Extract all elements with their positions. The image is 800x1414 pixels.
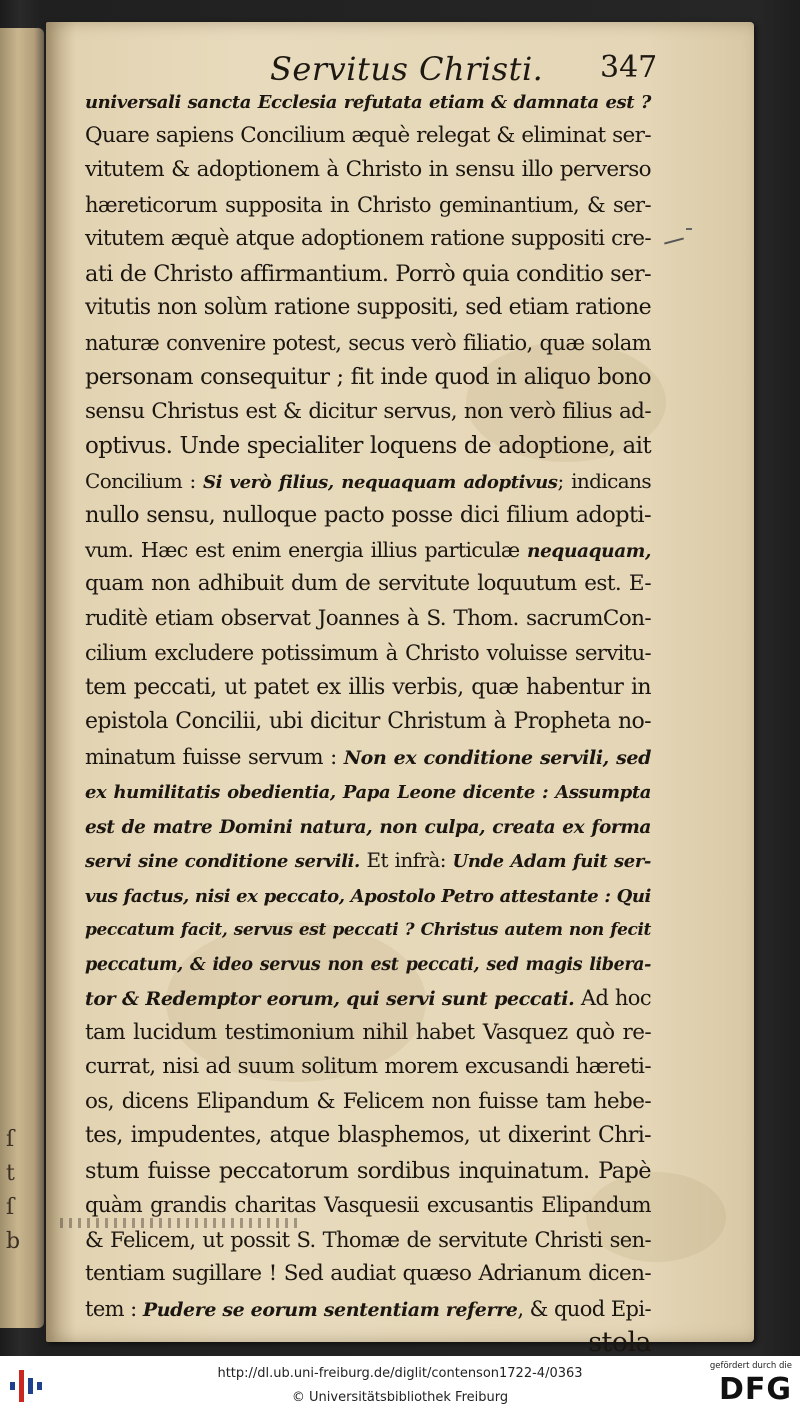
- text-line: [85, 429, 651, 464]
- text-line: [85, 1292, 651, 1327]
- roman-run: optivus. Unde specialiter loquens de adoptione, ait: [85, 433, 651, 459]
- text-line: [85, 1050, 651, 1085]
- text-line: [85, 498, 651, 533]
- margin-mark: [686, 228, 692, 230]
- italic-run: tor & Redemptor eorum, qui servi sunt peccati.: [85, 988, 575, 1010]
- roman-run: vitutem æquè atque adoptionem ratione suppositi cre-: [85, 226, 651, 251]
- roman-run: quam non adhibuit dum de servitute loquutum est. E-: [85, 571, 651, 596]
- roman-run: epistola Concilii, ubi dicitur Christum à Propheta no-: [85, 709, 651, 734]
- roman-run: Et infrà:: [359, 848, 453, 872]
- text-line: [85, 464, 651, 499]
- roman-run: personam consequitur ; fit inde quod in aliquo bono: [85, 364, 651, 390]
- text-line: [85, 119, 651, 154]
- text-line: [85, 740, 651, 775]
- text-line: [85, 981, 651, 1016]
- text-line: [85, 774, 651, 809]
- text-line: [85, 326, 651, 361]
- roman-run: stola: [588, 1327, 651, 1356]
- text-line: [85, 84, 651, 119]
- roman-run: ruditè etiam observat Joannes à S. Thom. sacrumCon-: [85, 605, 651, 631]
- roman-run: Concilium :: [85, 468, 203, 493]
- roman-run: tentiam sugillare ! Sed audiat quæso Adrianum dicen-: [85, 1261, 651, 1286]
- roman-run: tem :: [85, 1296, 143, 1321]
- roman-run: minatum fuisse servum :: [85, 744, 344, 769]
- text-line: [85, 1257, 651, 1292]
- edge-letter: b: [6, 1229, 21, 1254]
- text-line: [85, 1119, 651, 1154]
- roman-run: hæreticorum supposita in Christo geminantium, & ser-: [85, 192, 651, 217]
- text-line: [85, 360, 651, 395]
- roman-run: currat, nisi ad suum solitum morem excusandi hæreti-: [85, 1054, 651, 1079]
- text-line: [85, 533, 651, 568]
- italic-run: servi sine conditione servili.: [85, 851, 360, 872]
- roman-run: Ad hoc: [574, 986, 651, 1010]
- text-line: [85, 602, 651, 637]
- italic-run: Unde Adam fuit ser-: [452, 851, 651, 872]
- text-line: [85, 878, 651, 913]
- roman-run: tam lucidum testimonium nihil habet Vasquez quò re-: [85, 1019, 651, 1045]
- text-line: [85, 671, 651, 706]
- roman-run: quàm grandis charitas Vasquesii excusantis Elipandum: [85, 1193, 651, 1217]
- italic-run: vus factus, nisi ex peccato, Apostolo Petro attestante : Qui: [85, 885, 651, 907]
- text-line: [85, 636, 651, 671]
- text-line: [85, 222, 651, 257]
- roman-run: ati de Christo affirmantium. Porrò quia conditio ser-: [85, 260, 651, 287]
- text-line: [85, 947, 651, 982]
- roman-run: vitutem & adoptionem à Christo in sensu illo perverso: [85, 157, 651, 182]
- permalink-url[interactable]: http://dl.ub.uni-freiburg.de/diglit/contenson1722-4/0363: [217, 1366, 583, 1381]
- roman-run: naturæ convenire potest, secus verò filiatio, quæ solam: [85, 330, 651, 355]
- roman-run: vitutis non solùm ratione suppositi, sed etiam ratione: [85, 295, 651, 320]
- roman-run: nullo sensu, nulloque pacto posse dici filium adopti-: [85, 502, 651, 528]
- roman-run: , & quod Epi-: [517, 1296, 651, 1321]
- body-text: [85, 84, 651, 1356]
- text-line: [85, 1085, 651, 1120]
- running-head: Servitus Christi.: [270, 50, 544, 88]
- roman-run: sensu Christus est & dicitur servus, non verò filius ad-: [85, 398, 651, 424]
- edge-letter: ſ: [6, 1195, 15, 1220]
- viewer-footer: [0, 1356, 800, 1414]
- ink-smudge: [60, 1218, 300, 1228]
- italic-run: universali sancta Ecclesia refutata etiam & damnata est ?: [85, 92, 651, 113]
- dfg-logo: DFG: [718, 1372, 792, 1407]
- roman-run: cilium excludere potissimum à Christo voluisse servitu-: [85, 641, 651, 665]
- previous-page-edge: [0, 28, 44, 1328]
- text-line: [85, 291, 651, 326]
- page-number: 347: [600, 50, 658, 85]
- text-line: [85, 257, 651, 292]
- italic-run: Non ex conditione servili, sed: [343, 746, 651, 769]
- text-line: [85, 1326, 651, 1356]
- italic-run: Si verò filius, nequaquam adoptivus: [203, 471, 558, 493]
- text-line: [85, 1154, 651, 1189]
- roman-run: & Felicem, ut possit S. Thomæ de servitute Christi sen-: [85, 1227, 651, 1252]
- previous-page-letters: [6, 1123, 20, 1259]
- roman-run: tem peccati, ut patet ex illis verbis, quæ habentur in: [85, 674, 651, 700]
- italic-run: est de matre Domini natura, non culpa, creata ex forma: [85, 816, 651, 838]
- italic-run: ex humilitatis obedientia, Papa Leone dicente : Assumpta: [85, 782, 651, 803]
- roman-run: os, dicens Elipandum & Felicem non fuisse tam hebe-: [85, 1088, 651, 1114]
- roman-run: tes, impudentes, atque blasphemos, ut dixerint Chri-: [85, 1123, 651, 1148]
- copyright-notice: © Universitätsbibliothek Freiburg: [291, 1390, 509, 1405]
- text-line: [85, 567, 651, 602]
- roman-run: Quare sapiens Concilium æquè relegat & eliminat ser-: [85, 122, 651, 148]
- roman-run: vum. Hæc est enim energia illius particulæ: [85, 537, 528, 562]
- italic-run: peccatum, & ideo servus non est peccati, sed magis libera-: [85, 954, 651, 975]
- edge-letter: t: [6, 1161, 15, 1186]
- roman-run: ; indicans: [557, 468, 652, 493]
- text-line: [85, 188, 651, 223]
- italic-run: peccatum facit, servus est peccati ? Christus autem non fecit: [85, 920, 651, 940]
- text-line: [85, 705, 651, 740]
- text-line: [85, 153, 651, 188]
- text-line: [85, 809, 651, 844]
- roman-run: stum fuisse peccatorum sordibus inquinatum. Papè: [85, 1157, 651, 1184]
- text-line: [85, 395, 651, 430]
- text-line: [85, 1016, 651, 1051]
- italic-run: nequaquam,: [527, 540, 651, 562]
- text-line: [85, 912, 651, 947]
- edge-letter: ſ: [6, 1127, 15, 1152]
- italic-run: Pudere se eorum sententiam referre: [142, 1298, 518, 1321]
- funding-caption: gefördert durch die: [709, 1361, 792, 1371]
- text-line: [85, 843, 651, 878]
